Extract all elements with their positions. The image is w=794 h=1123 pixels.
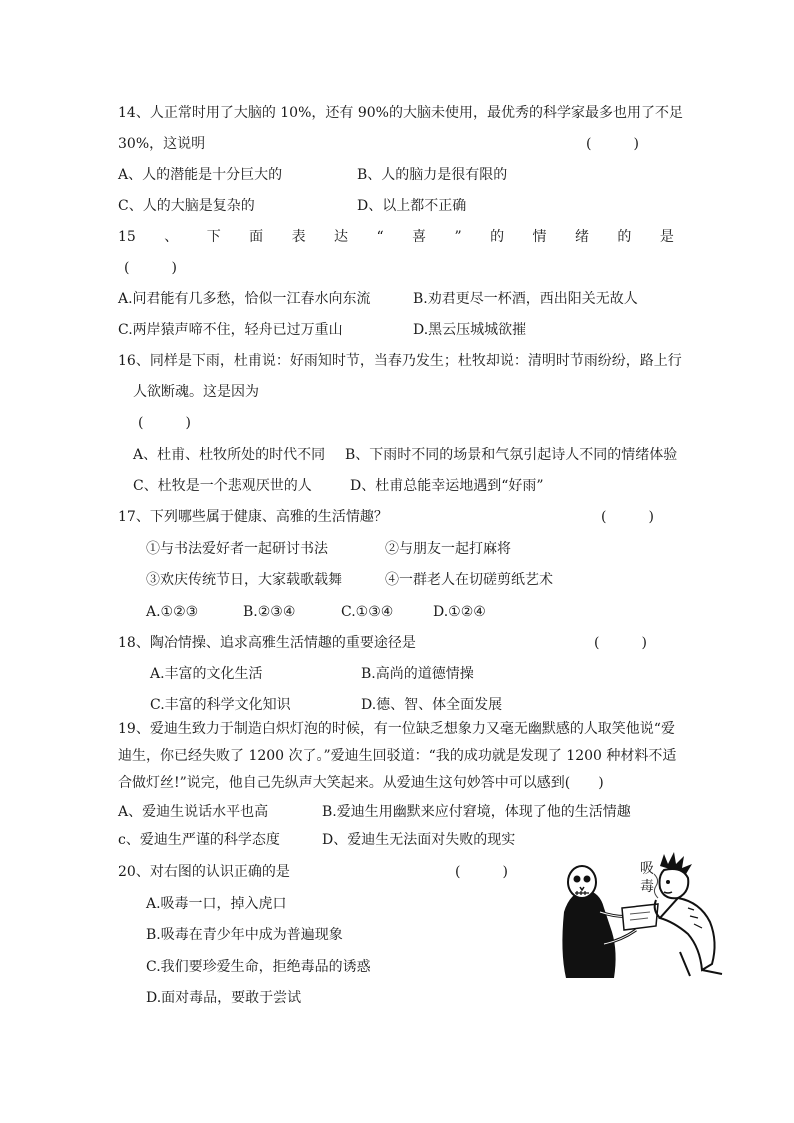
- q16-option-b: B、下雨时不同的场景和气氛引起诗人不同的情绪体验: [345, 447, 678, 463]
- q19-option-a: A、爱迪生说话水平也高: [118, 804, 269, 820]
- q20-option-a: A.吸毒一口，掉入虎口: [146, 896, 287, 912]
- q14-option-d: D、以上都不正确: [357, 198, 467, 214]
- q20-answer-paren: ( ): [455, 864, 508, 880]
- q19-stem-line1: 19、爱迪生致力于制造白炽灯泡的时候，有一位缺乏想象力又毫无幽默感的人取笑他说“爱: [118, 721, 675, 737]
- q16-option-c: C、杜牧是一个悲观厌世的人: [133, 478, 312, 494]
- q16-option-a: A、杜甫、杜牧所处的时代不同: [133, 447, 326, 463]
- q18-option-a: A.丰富的文化生活: [150, 666, 263, 682]
- q15-stem-char: 的: [490, 229, 505, 245]
- drug-warning-caption: 吸毒: [640, 861, 654, 895]
- q20-option-b: B.吸毒在青少年中成为普遍现象: [146, 927, 343, 943]
- q18-stem: 18、陶冶情操、追求高雅生活情趣的重要途径是: [118, 635, 416, 651]
- q14-option-b: B、人的脑力是很有限的: [357, 167, 508, 183]
- q17-item-1: ①与书法爱好者一起研讨书法: [146, 541, 328, 557]
- q15-stem-char: 喜: [412, 229, 427, 245]
- q15-option-d: D.黑云压城城欲摧: [413, 322, 527, 338]
- q18-option-b: B.高尚的道德情操: [361, 666, 474, 682]
- q15-stem-char: ”: [454, 229, 462, 245]
- q17-option-b: B.②③④: [243, 604, 296, 620]
- q15-stem-char: 表: [291, 229, 306, 245]
- q15-stem-char: “: [376, 229, 384, 245]
- q16-answer-paren: ( ): [138, 415, 191, 431]
- q18-answer-paren: ( ): [594, 635, 647, 651]
- q15-option-a: A.问君能有几多愁，恰似一江春水向东流: [118, 291, 371, 307]
- q20-option-d: D.面对毒品，要敢于尝试: [146, 990, 302, 1006]
- q15-stem-char: 15: [118, 229, 136, 245]
- q15-stem: [118, 227, 674, 247]
- q15-stem-char: 达: [334, 229, 349, 245]
- q15-stem-char: 情: [532, 229, 547, 245]
- q18-option-d: D.德、智、体全面发展: [361, 697, 503, 713]
- q17-answer-paren: ( ): [601, 509, 654, 525]
- q15-option-c: C.两岸猿声啼不住，轻舟已过万重山: [118, 322, 343, 338]
- q15-stem-char: 、: [164, 229, 179, 245]
- q20-stem: 20、对右图的认识正确的是: [118, 864, 290, 880]
- q16-option-d: D、杜甫总能幸运地遇到“好雨”: [350, 478, 544, 494]
- q15-stem-char: 的: [617, 229, 632, 245]
- q15-option-b: B.劝君更尽一杯酒，西出阳关无故人: [413, 291, 638, 307]
- q17-option-a: A.①②③: [146, 604, 199, 620]
- q19-option-c: c、爱迪生严谨的科学态度: [118, 832, 280, 848]
- q20-option-c: C.我们要珍爱生命，拒绝毒品的诱惑: [146, 959, 371, 975]
- q14-option-a: A、人的潜能是十分巨大的: [118, 167, 283, 183]
- q15-stem-char: 下: [206, 229, 221, 245]
- q18-option-c: C.丰富的科学文化知识: [150, 697, 291, 713]
- q17-stem: 17、下列哪些属于健康、高雅的生活情趣？: [118, 509, 388, 525]
- q17-item-3: ③欢庆传统节日，大家载歌载舞: [146, 572, 342, 588]
- q15-stem-char: 绪: [574, 229, 589, 245]
- q17-item-2: ②与朋友一起打麻将: [385, 541, 511, 557]
- q19-option-b: B.爱迪生用幽默来应付窘境，体现了他的生活情趣: [322, 804, 631, 820]
- q15-answer-paren: ( ): [124, 260, 177, 276]
- q14-option-c: C、人的大脑是复杂的: [118, 198, 255, 214]
- q19-stem-line3: 合做灯丝!”说完，他自己先纵声大笑起来。从爱迪生这句妙答中可以感到( ): [118, 775, 604, 791]
- q16-stem-line1: 16、同样是下雨，杜甫说：好雨知时节，当春乃发生；杜牧却说：清明时节雨纷纷，路上行: [118, 353, 682, 369]
- q16-stem-line2: 人欲断魂。这是因为: [133, 384, 259, 400]
- q17-item-4: ④一群老人在切磋剪纸艺术: [385, 572, 553, 588]
- q17-option-c: C.①③④: [341, 604, 394, 620]
- q19-stem-line2: 迪生，你已经失败了 1200 次了。”爱迪生回驳道：“我的成功就是发现了 1200 种材料不适: [118, 748, 677, 764]
- q15-stem-char: 面: [249, 229, 264, 245]
- q15-stem-char: 是: [659, 229, 674, 245]
- q14-answer-paren: ( ): [586, 136, 639, 152]
- q14-stem-line2: 30%，这说明: [118, 136, 206, 152]
- q19-option-d: D、爱迪生无法面对失败的现实: [322, 832, 516, 848]
- q17-option-d: D.①②④: [433, 604, 486, 620]
- q14-stem-line1: 14、人正常时用了大脑的 10%，还有 90%的大脑未使用，最优秀的科学家最多也用了不足: [118, 105, 683, 121]
